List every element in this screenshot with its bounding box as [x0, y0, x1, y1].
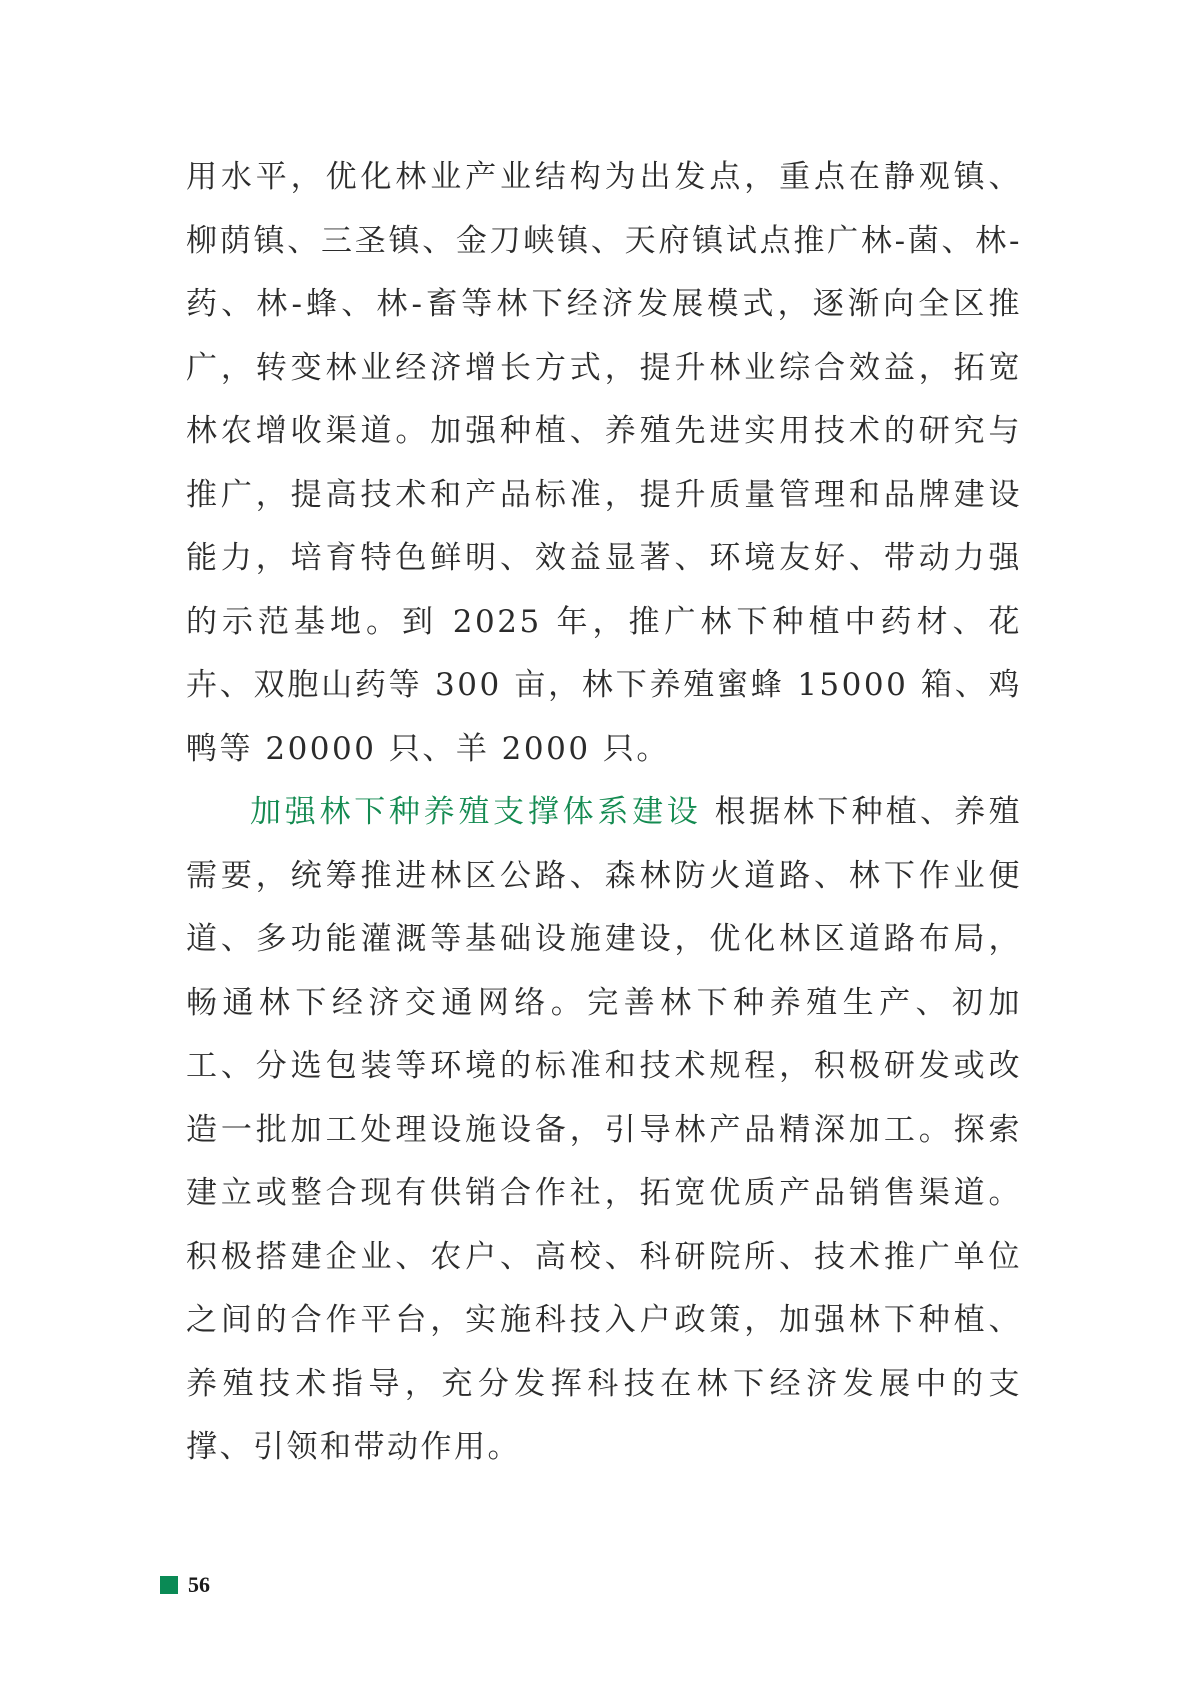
body-paragraph-2: [186, 781, 1022, 1480]
page-number: 56: [188, 1572, 210, 1597]
page-marker-square-icon: [160, 1576, 178, 1594]
section-heading: 加强林下种养殖支撑体系建设: [250, 794, 702, 830]
body-paragraph-1: 用水平，优化林业产业结构为出发点，重点在静观镇、柳荫镇、三圣镇、金刀峡镇、天府镇试点推广林-菌、林-药、林-蜂、林-畜等林下经济发展模式，逐渐向全区推广，转变林业经济增长方式，提升林业综合效益，拓宽林农增收渠道。加强种植、养殖先进实用技术的研究与推广，提高技术和产品标准，提升质量管理和品牌建设能力，培育特色鲜明、效益显著、环境友好、带动力强的示范基地。到 2025 年，推广林下种植中药材、花卉、双胞山药等 300 亩，林下养殖蜜蜂 15000 箱、鸡鸭等 20000 只、羊 2000 只。: [186, 159, 1022, 767]
page-body: [186, 146, 1022, 1480]
page-footer: [160, 1574, 210, 1596]
section-body-text: 根据林下种植、养殖需要，统筹推进林区公路、森林防火道路、林下作业便道、多功能灌溉等基础设施建设，优化林区道路布局，畅通林下经济交通网络。完善林下种养殖生产、初加工、分选包装等环境的标准和技术规程，积极研发或改造一批加工处理设施设备，引导林产品精深加工。探索建立或整合现有供销合作社，拓宽优质产品销售渠道。积极搭建企业、农户、高校、科研院所、技术推广单位之间的合作平台，实施科技入户政策，加强林下种植、养殖技术指导，充分发挥科技在林下经济发展中的支撑、引领和带动作用。: [186, 794, 1023, 1465]
